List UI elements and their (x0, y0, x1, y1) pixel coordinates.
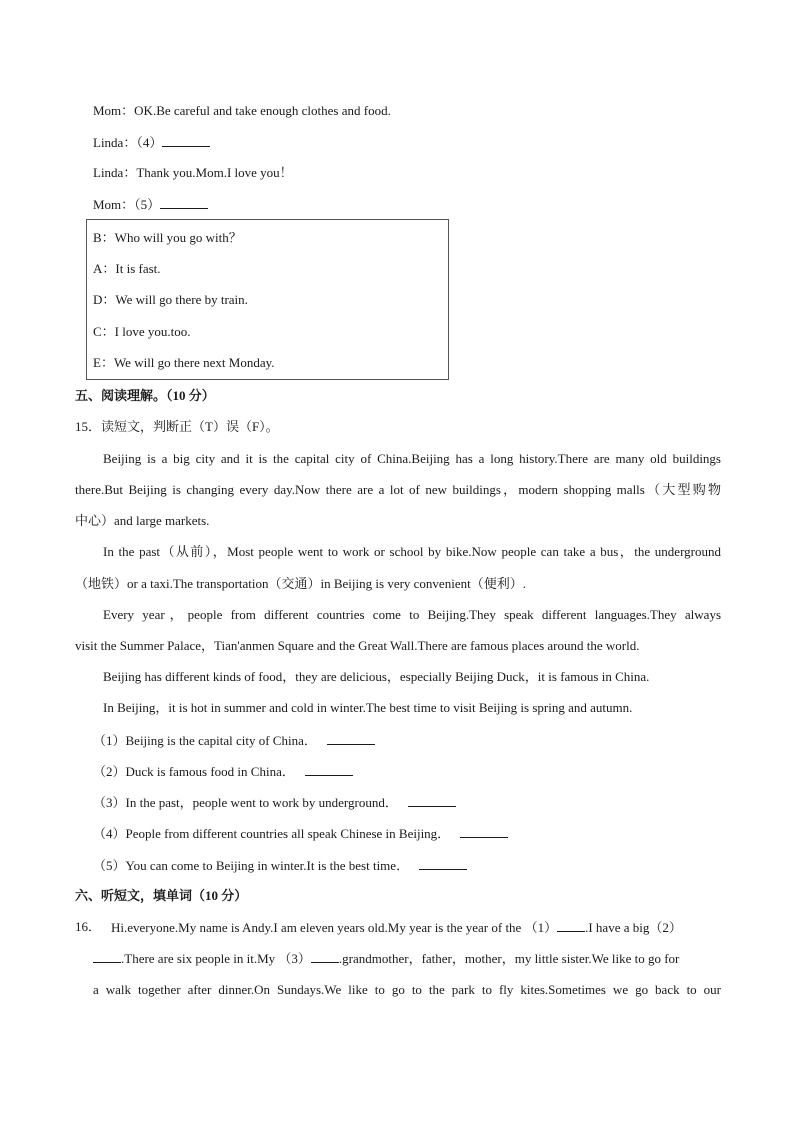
passage-line: Beijing is a big city and it is the capital city of China.Beijing has a long history.There are many old buildings (103, 451, 721, 466)
statement-text: （2）Duck is famous food in China． (93, 764, 295, 779)
option-a: A：It is fast. (93, 261, 161, 276)
q16-text: .I have a big（2） (585, 920, 682, 935)
answer-blank[interactable] (460, 825, 508, 838)
dialogue-linda-thanks-line: Linda：Thank you.Mom.I love you！ (93, 165, 293, 180)
answer-blank[interactable] (557, 919, 585, 932)
question-16-number: 16． (75, 919, 102, 934)
section-5-heading: 五、阅读理解。（10 分） (75, 388, 215, 403)
passage-line: In the past（从前），Most people went to work or school by bike.Now people can take a bus，the underground (103, 544, 721, 559)
passage-line: there.But Beijing is changing every day.Now there are a lot of new buildings，modern shopping malls（大型购物 (75, 482, 721, 497)
answer-blank[interactable] (160, 196, 208, 209)
answer-blank[interactable] (305, 763, 353, 776)
question-16-line-3: a walk together after dinner.On Sundays.We like to go to the park to fly kites.Sometimes we go back to our (93, 982, 721, 997)
section-6-heading: 六、听短文，填单词（10 分） (75, 888, 248, 903)
q16-text: .There are six people in it.My （3） (121, 951, 311, 966)
q16-text: Hi.everyone.My name is Andy.I am eleven years old.My year is the year of the （1） (111, 920, 558, 935)
dialogue-linda-blank-line (93, 134, 210, 151)
q16-text: .grandmother，father，mother，my little sister.We like to go for (338, 951, 680, 966)
statement-3 (93, 794, 456, 811)
answer-blank[interactable] (162, 134, 210, 147)
passage-line: visit the Summer Palace，Tian'anmen Square and the Great Wall.There are famous places around the world. (75, 638, 640, 653)
statement-1 (93, 732, 375, 749)
statement-text: （5）You can come to Beijing in winter.It is the best time． (93, 858, 410, 873)
statement-text: （4）People from different countries all speak Chinese in Beijing． (93, 826, 451, 841)
passage-line: Every year，people from different countries come to Beijing.They speak different languages.They always (103, 607, 721, 622)
option-e: E：We will go there next Monday. (93, 355, 275, 370)
dialogue-mom-blank-line (93, 196, 208, 213)
answer-blank[interactable] (327, 732, 375, 745)
passage-line: Beijing has different kinds of food，they are delicious，especially Beijing Duck，it is famous in China. (103, 669, 650, 684)
answer-blank[interactable] (419, 857, 467, 870)
dialogue-mom-line: Mom：OK.Be careful and take enough clothes and food. (93, 103, 391, 118)
answer-blank[interactable] (408, 794, 456, 807)
option-c: C：I love you.too. (93, 324, 191, 339)
answer-blank[interactable] (311, 950, 339, 963)
option-d: D：We will go there by train. (93, 292, 248, 307)
passage-line: （地铁）or a taxi.The transportation（交通）in Beijing is very convenient（便利）. (75, 576, 526, 591)
question-15-instruction: 15．读短文，判断正（T）误（F）。 (75, 419, 279, 434)
dialogue-linda-label: Linda：（4） (93, 135, 163, 150)
question-16-line-2 (93, 950, 721, 967)
statement-text: （1）Beijing is the capital city of China． (93, 733, 317, 748)
statement-text: （3）In the past，people went to work by underground． (93, 795, 398, 810)
dialogue-mom-label: Mom：（5） (93, 197, 161, 212)
question-16-line-1 (111, 919, 721, 936)
option-b: B：Who will you go with？ (93, 230, 242, 245)
statement-2 (93, 763, 353, 780)
passage-line: 中心）and large markets. (75, 513, 210, 528)
statement-4 (93, 825, 508, 842)
passage-line: In Beijing，it is hot in summer and cold in winter.The best time to visit Beijing is spring and autumn. (103, 700, 633, 715)
answer-blank[interactable] (93, 950, 121, 963)
statement-5 (93, 857, 467, 874)
